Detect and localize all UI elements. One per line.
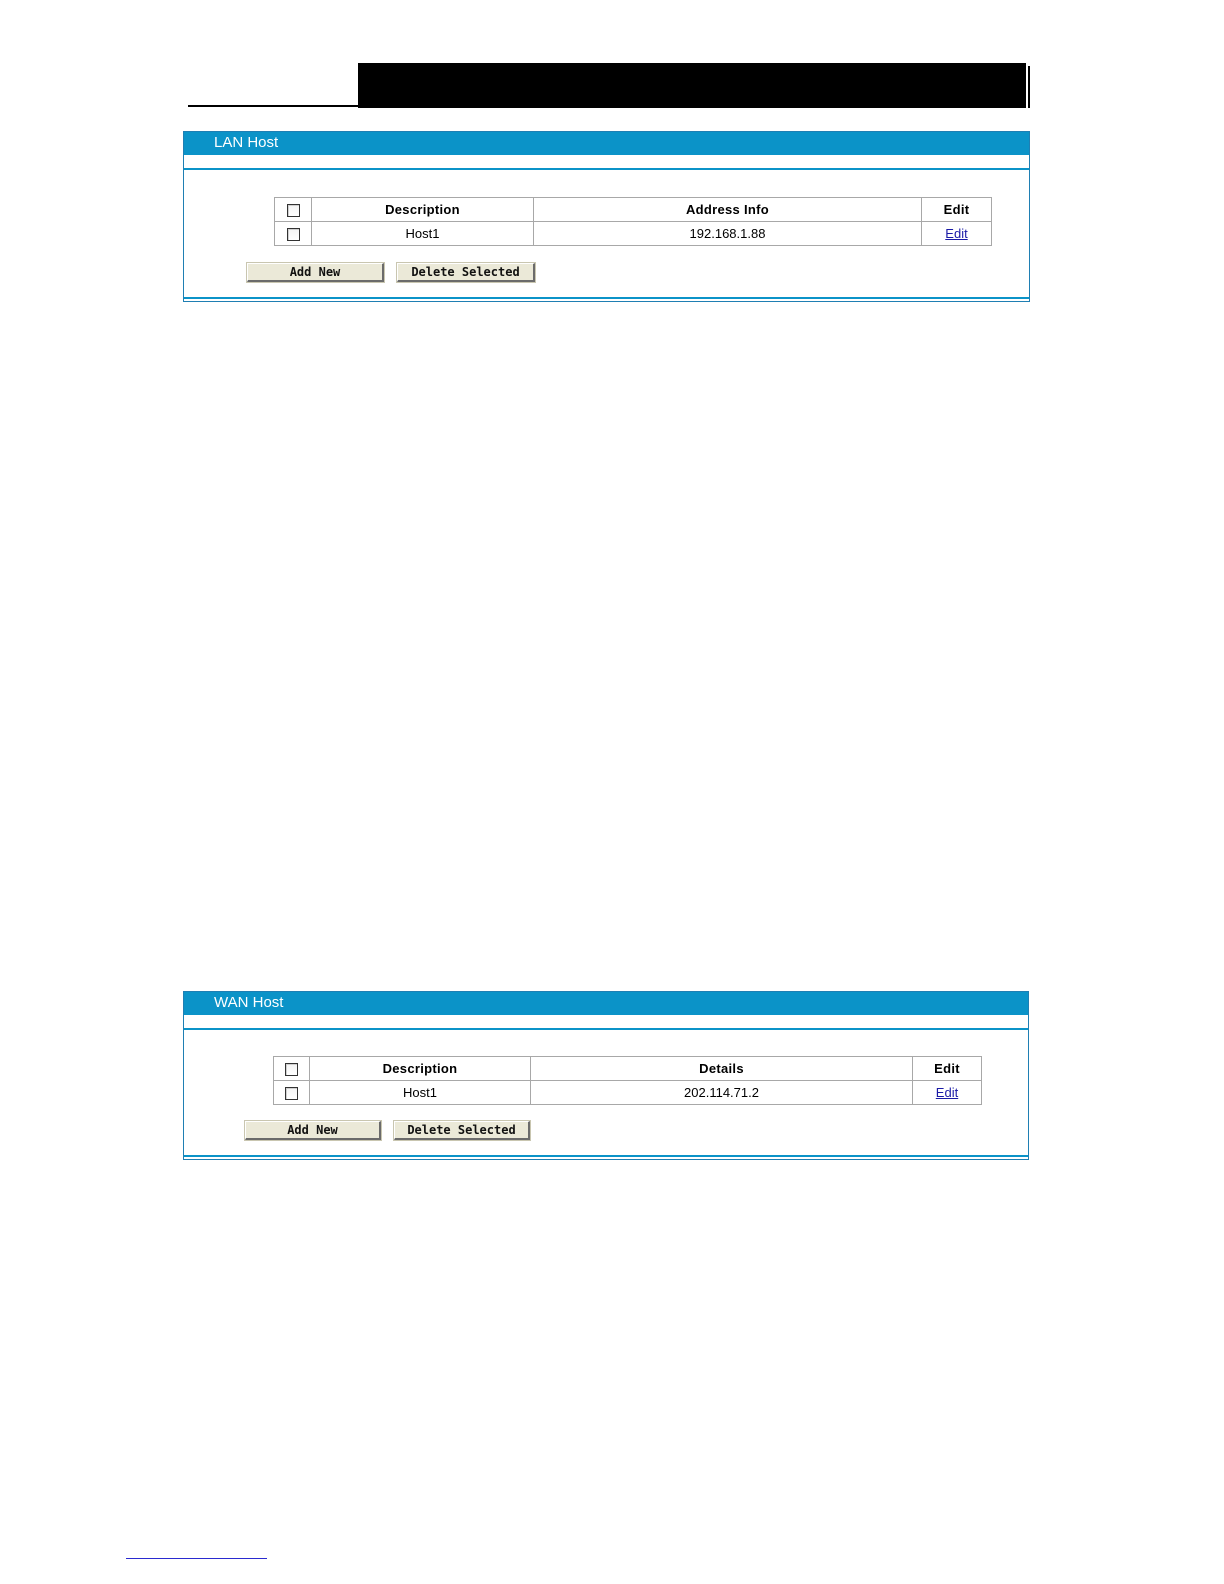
select-all-checkbox[interactable]: [285, 1063, 298, 1076]
header-right-rule: [1028, 66, 1030, 108]
header-underline: [188, 105, 360, 107]
wan-host-title: WAN Host: [184, 992, 1028, 1015]
add-new-button[interactable]: Add New: [245, 1121, 381, 1140]
row-checkbox[interactable]: [287, 228, 300, 241]
panel-top-rule: [184, 1028, 1028, 1030]
column-header-edit: Edit: [922, 198, 992, 222]
select-all-checkbox[interactable]: [287, 204, 300, 217]
row-edit-cell: [922, 222, 992, 246]
table-header-row: [274, 1057, 982, 1081]
row-details: 202.114.71.2: [531, 1081, 913, 1105]
row-address-info: 192.168.1.88: [534, 222, 922, 246]
table-row: [275, 222, 992, 246]
panel-bottom-rule: [184, 297, 1029, 299]
panel-top-rule: [184, 168, 1029, 170]
column-header-edit: Edit: [913, 1057, 982, 1081]
row-checkbox[interactable]: [285, 1087, 298, 1100]
panel-bottom-rule: [184, 1155, 1028, 1157]
wan-host-table: [273, 1056, 982, 1105]
row-edit-cell: [913, 1081, 982, 1105]
column-header-address-info: Address Info: [534, 198, 922, 222]
select-all-cell: [274, 1057, 310, 1081]
column-header-details: Details: [531, 1057, 913, 1081]
add-new-button[interactable]: Add New: [247, 263, 384, 282]
row-select-cell: [275, 222, 312, 246]
row-description: Host1: [312, 222, 534, 246]
header-black-bar: [358, 63, 1026, 108]
row-description: Host1: [310, 1081, 531, 1105]
wan-host-panel: [183, 991, 1029, 1160]
delete-selected-button[interactable]: Delete Selected: [394, 1121, 530, 1140]
lan-host-panel: [183, 131, 1030, 302]
table-row: [274, 1081, 982, 1105]
table-header-row: [275, 198, 992, 222]
column-header-description: Description: [310, 1057, 531, 1081]
lan-host-title: LAN Host: [184, 132, 1029, 155]
edit-link[interactable]: Edit: [935, 1085, 959, 1100]
footer-link-underline: [126, 1558, 267, 1559]
select-all-cell: [275, 198, 312, 222]
lan-host-table: [274, 197, 992, 246]
edit-link[interactable]: Edit: [945, 226, 968, 241]
column-header-description: Description: [312, 198, 534, 222]
delete-selected-button[interactable]: Delete Selected: [397, 263, 535, 282]
row-select-cell: [274, 1081, 310, 1105]
